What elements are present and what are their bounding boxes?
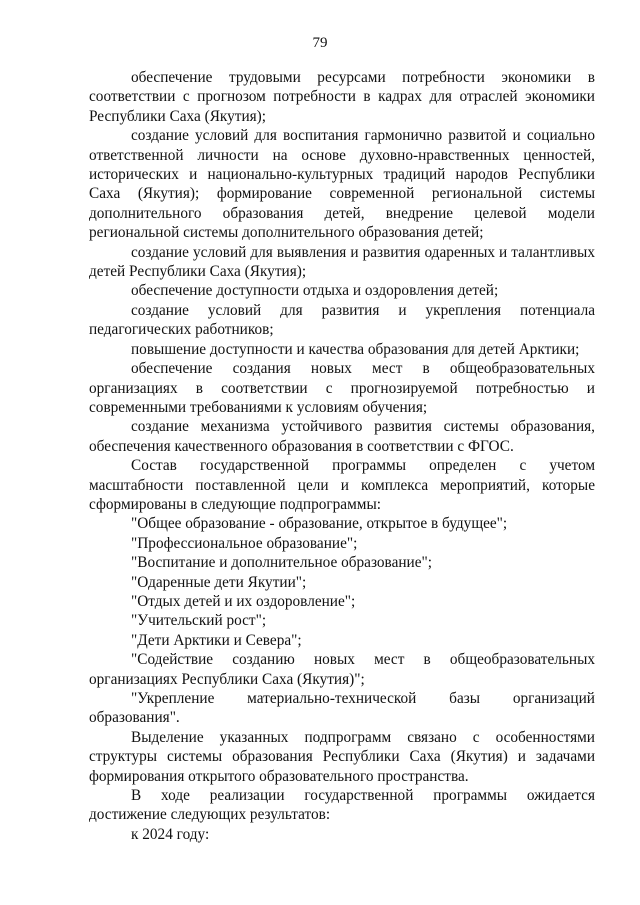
- subprogram-item: "Учительский рост";: [131, 612, 267, 630]
- paragraph: повышение доступности и качества образования для детей Арктики;: [131, 340, 580, 358]
- subprogram-item: "Одаренные дети Якутии";: [131, 573, 307, 591]
- document-body: [89, 68, 595, 844]
- paragraph: обеспечение доступности отдыха и оздоровления детей;: [131, 282, 499, 300]
- page-number: 79: [312, 35, 328, 51]
- subprogram-item: "Общее образование - образование, открытое в будущее";: [131, 515, 508, 533]
- paragraph: Состав государственной программы определен с учетом масштабности поставленной цели и комплекса мероприятий, которые сформированы в следующие подпрограммы:: [89, 457, 595, 513]
- paragraph: создание условий для развития и укрепления потенциала педагогических работников;: [89, 301, 595, 339]
- paragraph: обеспечение трудовыми ресурсами потребности экономики в соответствии с прогнозом потребности в кадрах для отраслей экономики Республики Саха (Якутия);: [89, 69, 595, 125]
- subprogram-item: "Дети Арктики и Севера";: [131, 631, 302, 649]
- paragraph: В ходе реализации государственной программы ожидается достижение следующих результатов:: [89, 787, 595, 824]
- paragraph: Выделение указанных подпрограмм связано с особенностями структуры системы образования Республики Саха (Якутия) и задачами формирования открытого образовательного пространства.: [89, 728, 595, 785]
- paragraph: создание условий для воспитания гармонично развитой и социально ответственной личности на основе духовно-нравственных ценностей, исторических и национально-культурных традиций народов Республики Саха (Якутия); формирование современной региональной системы дополнительного образования детей, внедрение целевой модели региональной системы дополнительного образования детей;: [89, 127, 595, 242]
- paragraph: к 2024 году:: [131, 825, 210, 843]
- paragraph: создание механизма устойчивого развития системы образования, обеспечения качественного образования в соответствии с ФГОС.: [89, 418, 595, 455]
- paragraph: обеспечение создания новых мест в общеобразовательных организациях в соответствии с прогнозируемой потребностью и современными требованиями к условиям обучения;: [89, 360, 595, 416]
- subprogram-item: "Содействие созданию новых мест в общеобразовательных организациях Республики Саха (Якутия)";: [89, 651, 595, 688]
- subprogram-item: "Воспитание и дополнительное образование";: [131, 554, 433, 572]
- paragraph: создание условий для выявления и развития одаренных и талантливых детей Республики Саха (Якутия);: [89, 243, 595, 281]
- subprogram-item: "Профессиональное образование";: [131, 534, 358, 552]
- subprogram-item: "Отдых детей и их оздоровление";: [131, 592, 356, 610]
- subprogram-item: "Укрепление материально-технической базы организаций образования".: [89, 690, 595, 727]
